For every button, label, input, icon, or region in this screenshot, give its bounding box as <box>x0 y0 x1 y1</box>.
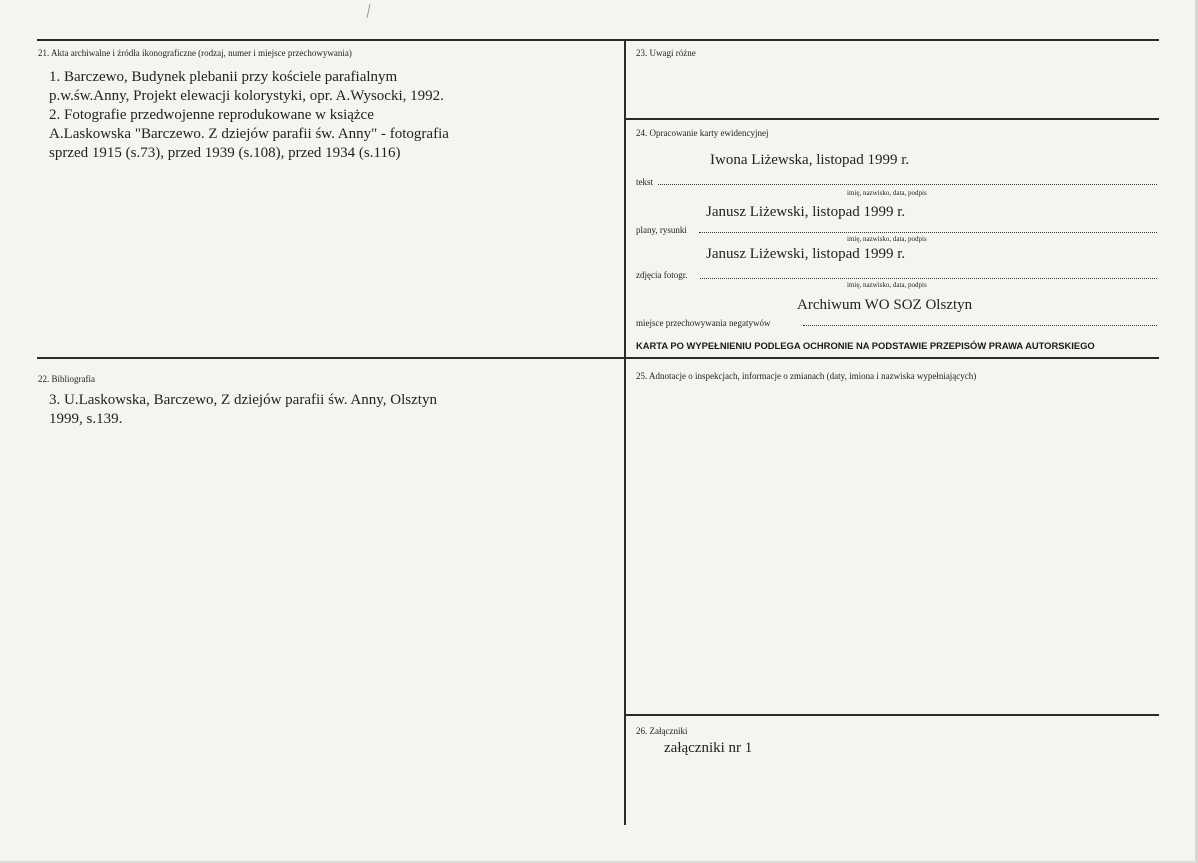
photos-dotted-line <box>700 278 1157 279</box>
section-22-label: 22. Bibliografia <box>38 374 95 384</box>
archival-line: 2. Fotografie przedwojenne reprodukowane w książce <box>49 107 374 123</box>
text-dotted-line <box>658 184 1157 185</box>
photos-hint: imię, nazwisko, data, podpis <box>847 281 927 289</box>
plans-hint: imię, nazwisko, data, podpis <box>847 235 927 243</box>
section-21-label: 21. Akta archiwalne i źródła ikonograficzne (rodzaj, numer i miejsce przechowywania) <box>38 48 352 58</box>
rule-25-26 <box>626 714 1159 716</box>
plans-field-label: plany, rysunki <box>636 225 687 235</box>
negatives-dotted-line <box>803 325 1157 326</box>
plans-author-value: Janusz Liżewski, listopad 1999 r. <box>706 204 906 220</box>
text-hint: imię, nazwisko, data, podpis <box>847 189 927 197</box>
plans-dotted-line <box>699 232 1157 233</box>
negatives-location-value: Archiwum WO SOZ Olsztyn <box>797 297 973 313</box>
negatives-field-label: miejsce przechowywania negatywów <box>636 318 771 328</box>
center-divider <box>624 39 626 825</box>
photos-author-value: Janusz Liżewski, listopad 1999 r. <box>706 246 906 262</box>
section-23-label: 23. Uwagi różne <box>636 48 696 58</box>
top-rule <box>37 39 1159 41</box>
bibliography-line: 3. U.Laskowska, Barczewo, Z dziejów parafii św. Anny, Olsztyn <box>49 392 437 408</box>
text-field-label: tekst <box>636 177 653 187</box>
archival-line: sprzed 1915 (s.73), przed 1939 (s.108), przed 1934 (s.116) <box>49 145 401 161</box>
rule-23-24 <box>626 118 1159 120</box>
attachments-value: załączniki nr 1 <box>664 740 753 756</box>
section-24-label: 24. Opracowanie karty ewidencyjnej <box>636 128 769 138</box>
section-26-label: 26. Załączniki <box>636 726 688 736</box>
archival-line: A.Laskowska "Barczewo. Z dziejów parafii św. Anny" - fotografia <box>49 126 449 142</box>
copyright-notice: KARTA PO WYPEŁNIENIU PODLEGA OCHRONIE NA PODSTAWIE PRZEPISÓW PRAWA AUTORSKIEGO <box>636 340 1095 351</box>
archival-line: p.w.św.Anny, Projekt elewacji kolorystyki, opr. A.Wysocki, 1992. <box>49 88 444 104</box>
text-author-value: Iwona Liżewska, listopad 1999 r. <box>710 152 910 168</box>
archival-line: 1. Barczewo, Budynek plebanii przy kościele parafialnym <box>49 69 398 85</box>
bibliography-line: 1999, s.139. <box>49 411 123 427</box>
middle-rule <box>37 357 1159 359</box>
section-25-label: 25. Adnotacje o inspekcjach, informacje o zmianach (daty, imiona i nazwiska wypełniających) <box>636 371 977 381</box>
photos-field-label: zdjęcia fotogr. <box>636 270 688 280</box>
